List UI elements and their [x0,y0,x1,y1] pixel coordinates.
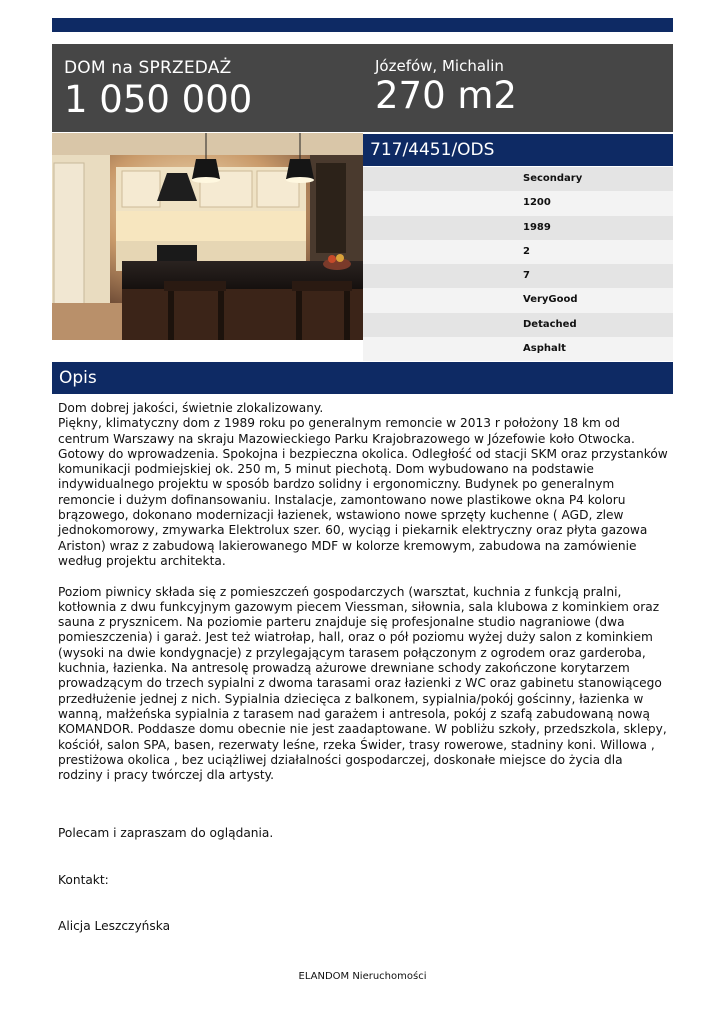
attribute-row-access-road [363,337,673,361]
attribute-value: VeryGood [523,294,578,306]
reference-number: 717/4451/ODS [370,140,495,160]
top-accent-bar [52,18,673,32]
contact-label: Kontakt: [58,873,109,887]
footer-agency: ELANDOM Nieruchomości [298,971,427,982]
description-paragraph: Poziom piwnicy składa się z pomieszczeń gospodarczych (warsztat, kuchnia z funkcją pralni, kotłownia z dwu funkcyjnym gazowym piecem Viessman, siłownia, sala klubowa z kominkiem oraz sauna z prysznicem. Na poziomie parteru znajduje się profesjonalne studio nagraniowe (dwa pomieszczenia) i garaż. Jest też wiatrołap, hall, oraz o pół poziomu wyżej duży salon z kominkiem (wysoki na dwie kondygnacje) z przylegającym tarasem połączonym z ogrodem oraz garderoba, kuchnia, łazienka. Na antresolę prowadzą ażurowe drewniane schody zakończone korytarzem prowadzącym do trzech sypialni z dwoma tarasami oraz łazienki z WC oraz gabinetu stanowiącego przedłużenie jednej z nich. Sypialnia dziecięca z balkonem, sypialnia/pokój gościnny, łazienka w wanną, małżeńska sypialnia z tarasem nad garażem i antresola, pokój z szafą zabudowaną nową KOMANDOR. Poddasze domu obecnie nie jest zaadaptowane. W pobliżu szkoły, przedszkola, sklepy, kościół, salon SPA, basen, rezerwaty leśne, rzeka Świder, trasy rowerowe, stadniny koni. Willowa , prestiżowa okolica , bez uciążliwej działalności gospodarczej, doskonałe miejsce do życia dla rodziny i pracy twórczej dla artysty. [58,584,667,783]
listing-header [52,44,673,132]
description-body [58,401,670,783]
price: 1 050 000 [64,78,253,121]
attribute-value: Secondary [523,173,583,184]
attribute-value: 1200 [523,197,551,209]
attribute-row-rooms [363,264,673,288]
agent-name: Alicja Leszczyńska [58,919,171,933]
attribute-value: 7 [523,270,530,282]
attribute-row-condition [363,288,673,312]
attribute-row-floors [363,240,673,264]
location: Józefów, Michalin [375,57,504,75]
description-paragraph: Dom dobrej jakości, świetnie zlokalizowany. Piękny, klimatyczny dom z 1989 roku po generalnym remoncie w 2013 r położony 18 km od centrum Warszawy na skraju Mazowieckiego Parku Krajobrazowego w Józefowie koło Otwocka. Gotowy do wprowadzenia. Spokojna i bezpieczna okolica. Odległość od stacji SKM oraz przystanków komunikacji podmiejskiej ok. 250 m, 5 minut piechotą. Dom wybudowano na podstawie indywidualnego projektu w sposób bardzo solidny i ergonomiczny. Budynek po generalnym remoncie i dużym dofinansowaniu. Instalacje, zamontowano nowe plastikowe okna P4 koloru brązowego, dokonano modernizacji łazienek, wstawiono nowe sprzęty kuchenne ( AGD, zlew jednokomorowy, zmywarka Elektrolux szer. 60, wyciąg i piekarnik elektryczny oraz płyta gazowa Ariston) wraz z zabudową lakierowanego MDF w kolorze kremowym, zabudowa na zamówienie według projektu architekta. [58,401,668,568]
attribute-value: 2 [523,245,530,257]
attribute-row-year [363,216,673,240]
attribute-value: Detached [523,318,577,330]
property-type: DOM na SPRZEDAŻ [64,58,232,78]
closing-line: Polecam i zapraszam do oglądania. [58,826,274,840]
area: 270 m2 [375,74,517,117]
attributes-list [363,167,673,361]
attribute-row-building-type [363,313,673,337]
attribute-row-market [363,167,673,191]
reference-bar [363,134,673,166]
attribute-value: 1989 [523,221,551,233]
kitchen-photo [52,133,363,340]
description-heading-bar [52,362,673,394]
attribute-row-plot [363,191,673,215]
description-heading: Opis [59,368,97,388]
attribute-value: Asphalt [523,343,566,355]
